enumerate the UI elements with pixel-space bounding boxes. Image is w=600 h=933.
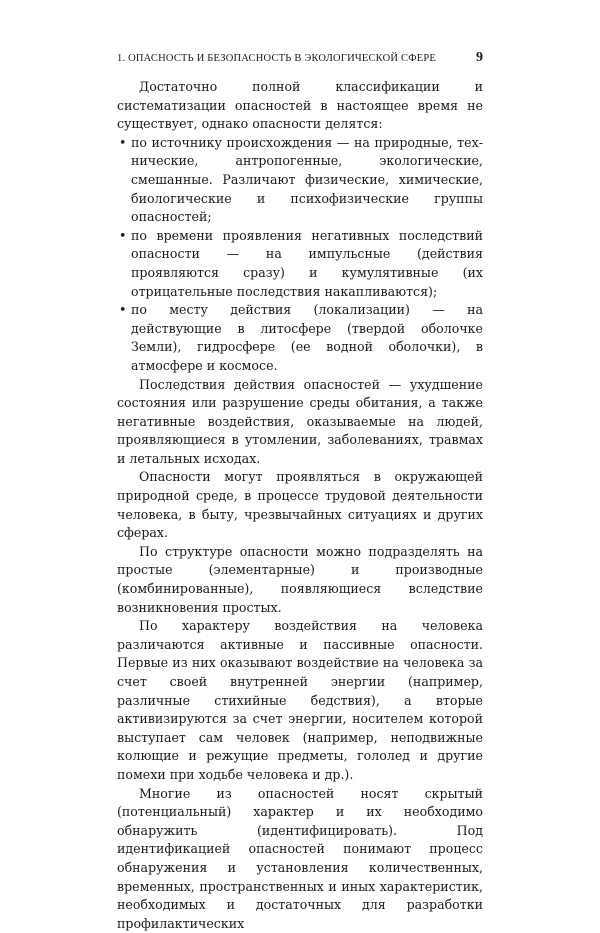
bullet-icon: • — [119, 302, 127, 318]
paragraph-identification: Многие из опасностей носят скрытый (потенциальный) характер и их необходимо обнаружить (идентифицировать). Под идентификацией опасностей понимают процесс обнаружения и установления количественных, временных, пространственных и иных характеристик, необходимых и достаточных для разработки профилактических — [117, 785, 483, 931]
paragraph-structure: По структуре опасности можно подразделять на простые (элементарные) и производные (комбинированные), появляющиеся вследствие возникновения простых. — [117, 543, 483, 615]
paragraph-consequences: Последствия действия опасностей — ухудшение состояния или разрушение среды обитания, а также негативные воздействия, оказываемые на людей, проявляющиеся в утомлении, заболеваниях, травмах и летальных исходах. — [117, 376, 483, 466]
list-item — [117, 301, 483, 375]
intro-paragraph: Достаточно полной классификации и систематизации опасностей в настоящее время не существует, однако опасности делятся: — [117, 79, 483, 132]
paragraph-impact-type: По характеру воздействия на человека различаются активные и пассивные опасности. Первые из них оказывают воздействие на человека за счет своей внутренней энергии (например, различные стихийные бедствия), а вторые активизируются за счет энергии, носителем которой выступает сам человек (например, неподвижные колющие и режущие предметы, гололед и другие помехи при ходьбе человека и др.). — [117, 618, 483, 782]
bullet-icon: • — [119, 227, 127, 243]
classification-list — [117, 134, 483, 376]
page-number: 9 — [476, 50, 483, 65]
list-item — [117, 134, 483, 227]
list-item — [117, 227, 483, 301]
list-item-text: по времени проявления негативных последствий опасности — на импульсные (действия проявляются сразу) и кумулятивные (их отрицательные последствия накапливаются); — [131, 227, 483, 299]
list-item-text: по месту действия (локализации) — на действующие в литосфере (твердой оболочке Земли), гидросфере (ее водной оболочки), в атмосфере и космосе. — [131, 302, 483, 373]
paragraph-manifestation: Опасности могут проявляться в окружающей природной среде, в процессе трудовой деятельности человека, в быту, чрезвычайных ситуациях и других сферах. — [117, 469, 483, 541]
list-item-text: по источнику происхождения — на природные, технические, антропогенные, экологические, смешанные. Различают физические, химические, биологические и психофизические группы опасностей; — [131, 134, 483, 225]
body-text — [117, 78, 483, 933]
bullet-icon: • — [119, 134, 127, 150]
page-header — [117, 50, 483, 66]
running-head: 1. ОПАСНОСТЬ И БЕЗОПАСНОСТЬ В ЭКОЛОГИЧЕСКОЙ СФЕРЕ — [117, 53, 436, 64]
